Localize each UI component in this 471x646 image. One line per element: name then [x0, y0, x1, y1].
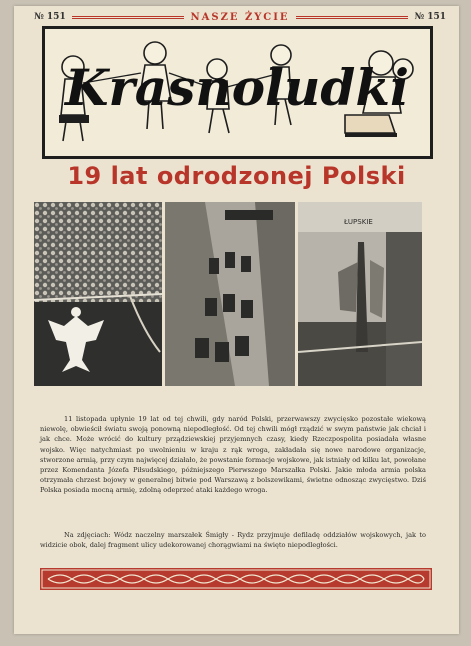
photo-crowd-and-eagle: [34, 202, 162, 386]
photo-street-image: [298, 202, 422, 386]
issue-number-left: № 151: [34, 12, 66, 22]
masthead-rule-right: [296, 16, 409, 19]
photo-parade-image: [165, 202, 295, 386]
magazine-page: [14, 6, 459, 634]
photo-military-parade: [165, 202, 295, 386]
article-paragraph-2: Na zdjęciach: Wódz naczelny marszałek Śmigły - Rydz przyjmuje defiladę oddziałów wojskowych, jak to widzicie obok, dalej fragment ulicy udekorowanej chorągwiami na święto niepodległości.: [40, 531, 426, 550]
krasnoludki-title-box: [42, 26, 433, 159]
photo-crowd-image: [34, 202, 162, 386]
headline: 19 lat odrodzonej Polski: [67, 162, 406, 190]
article-paragraph-1: 11 listopada upłynie 19 lat od tej chwili, gdy naród Polski, przerwawszy zwycięsko pozostałe wiekową niewolę, obwieścił światu swoją ponowną niepodległość. Od tej chwili mógł rządzić w swym państwie jak chciał i jak chce. Może wrócić do kultury prządziewskiej przyjemnych czasy, kiedy Rzeczpospolita posiadała własne wojsko. Więc natychmiast po uwolnieniu w kraju z rąk wroga, zakładała się nowe narodowe organizacje, stworzone armią, przy czym najwięcej działało, że powstanie formacje wojskowe, jak istniały od kilku lat, powołane przez Komendanta Józefa Piłsudskiego, późniejszego Pierwszego Marszałka Polski. Jakie młoda armia polska otrzymała chrzest bojowy w generalnej bitwie pod Warszawą z bolszewikami, świetne odnosząc zwycięstwo. Dziś Polska posiada mocną armię, zdolną odeprzeć ataki każdego wroga.: [40, 415, 426, 495]
masthead-rule-left: [72, 16, 185, 19]
photo-row: [34, 202, 424, 386]
magazine-name: NASZE ŻYCIE: [190, 11, 290, 23]
street-sign-text: ŁUPSKIE: [344, 218, 373, 226]
decorative-folk-border: [40, 568, 432, 590]
title-illustration: [45, 29, 430, 156]
issue-number-right: № 151: [414, 12, 447, 22]
folk-pattern: [40, 568, 432, 590]
photo-decorated-street: [298, 202, 422, 386]
krasnoludki-logo-text: Krasnoludki: [65, 58, 409, 117]
masthead-bar: [34, 10, 446, 24]
